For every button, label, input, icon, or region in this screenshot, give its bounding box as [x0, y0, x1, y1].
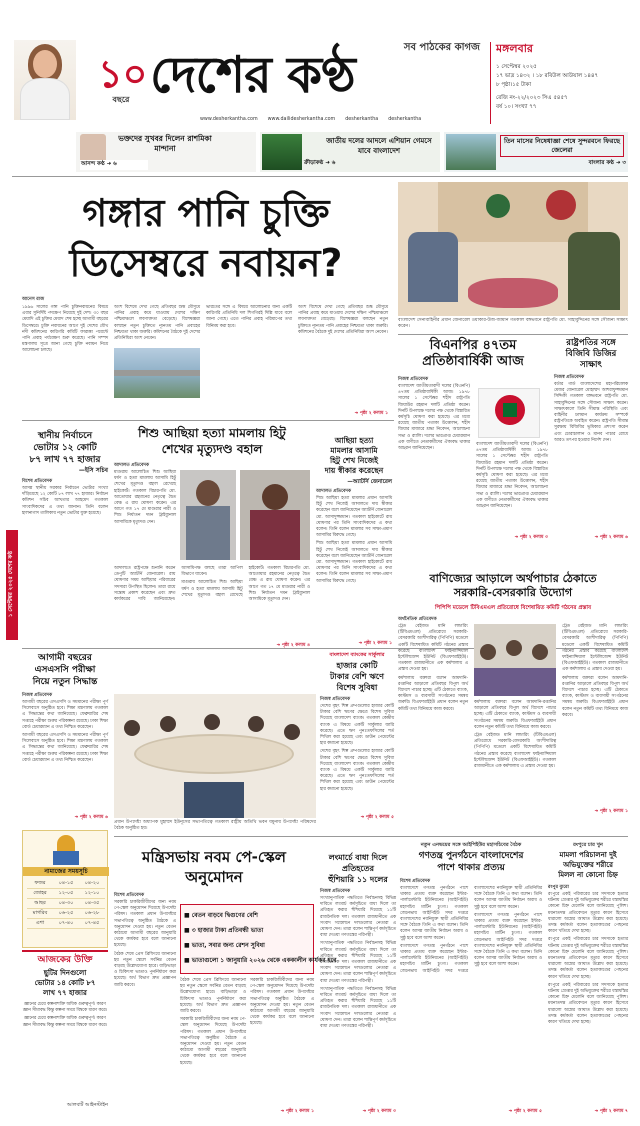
- bridge-photo: [114, 348, 200, 398]
- dateline: [496, 40, 628, 112]
- bgb-headline-3: সাক্ষাৎ: [580, 360, 602, 370]
- democracy-headline-1: গণতন্ত্র পুনর্গঠনে বাংলাদেশের: [418, 851, 524, 861]
- pay-highlights: [184, 908, 337, 968]
- issue-number: বর্ষ ১০। সংখ্যা ৭৭: [496, 104, 537, 110]
- prayer-time: ০৪-২০: [84, 880, 100, 886]
- pay-highlight-item: ■ ভাতা, সবার জন্য রেশন সুবিধা: [184, 942, 265, 949]
- pay-continuation: ➜ পৃষ্ঠা ২ কলাম ১: [280, 1109, 314, 1114]
- bnp-headline-1: বিএনপির ৪৭তম: [429, 338, 517, 353]
- divider: [398, 334, 628, 335]
- prayer-row: [27, 889, 105, 899]
- exam-headline-3: নিয়ে নতুন সিদ্ধান্ত: [32, 677, 98, 687]
- registration: রেজি নং-২২/২০২৩ সিএ ৫৪৫৭: [496, 95, 568, 101]
- confession-continuation: ➜ পৃষ্ঠা ২ কলাম ১: [358, 641, 392, 646]
- local-headline-2: ভোটার ১২ কোটি: [33, 443, 97, 453]
- longmarch-story: [320, 840, 396, 1120]
- confession-body: শিশু আছিয়া হত্যা মামলার প্রধান আসামি হিটু শেখ নিজেই আদালতে দায় স্বীকার করেছেন বলে জানিয়েছেন অ্যাটর্নি জেনারেল মো. আসাদুজ্জামান। গতকাল হাইকোর্টে রায় ঘোষণার পর তিনি সাংবাদিকদের এ কথা বলেন। তিনি বলেন মামলার সব সাক্ষ্য-প্রমাণ আসামির বিরুদ্ধে গেছে। শিশু আছিয়া হত্যা মামলার প্রধান আসামি হিটু শেখ নিজেই আদালতে দায় স্বীকার করেছেন বলে জানিয়েছেন অ্যাটর্নি জেনারেল মো. আসাদুজ্জামান। গতকাল হাইকোর্টে রায় ঘোষণার পর তিনি সাংবাদিকদের এ কথা বলেন। তিনি বলেন মামলার সব সাক্ষ্য-প্রমাণ আসামির বিরুদ্ধে গেছে।: [316, 496, 392, 584]
- prayer-time: ০৬-২৮: [84, 910, 100, 916]
- bgb-story: [554, 338, 628, 544]
- local-headline-1: স্থানীয় নির্বাচনে: [37, 431, 93, 441]
- loan-headline-2: টাকার বেশি ঋণে: [330, 672, 384, 681]
- bgb-body: বর্ডার গার্ড বাংলাদেশের মহাপরিচালক মেজর জেনারেল মোহাম্মদ আশরাফুজ্জামান সিদ্দিকী গতকাল বঙ্গভবনে রাষ্ট্রপতি মো. সাহাবুদ্দিনের সঙ্গে সৌজন্য সাক্ষাৎ করেন। সাক্ষাৎকালে তিনি সীমান্ত পরিস্থিতি এবং বাহিনীর চলমান কার্যক্রম সম্পর্কে রাষ্ট্রপতিকে অবহিত করেন। রাষ্ট্রপতি সীমান্ত সুরক্ষায় বিজিবির ভূমিকার প্রশংসা করেন এবং চোরাচালান ও মানব পাচার রোধে আরও তৎপর হওয়ার নির্দেশ দেন।: [554, 382, 628, 443]
- rangpur-byline: রংপুর ব্যুরো: [548, 885, 569, 890]
- teaser-section: বাংলার কণ্ঠ ➜ ৩: [588, 160, 626, 166]
- hittu-headline-2: শেখের মৃত্যুদণ্ড বহাল: [161, 442, 263, 456]
- trade-body-col-3: ট্রেড বেইজড মানি লন্ডারিং (টিবিএমএল) প্রতিরোধে সরকারি-বেসরকারি অংশীদারিত্ব (পিপিপি) মডেলে একটি বিশেষায়িত কমিটি গঠনের প্রস্তাব করেছে বাংলাদেশ ফাইন্যান্সিয়াল ইন্টেলিজেন্স ইউনিট (বিএফআইইউ)। গতকাল রাজধানীতে এক কর্মশালায় এ প্রস্তাব দেওয়া হয়। কর্মশালায় বক্তারা বলেন আমদানি-রপ্তানির আড়ালে প্রতিবছর বিপুল অর্থ বিদেশে পাচার হচ্ছে। এটি ঠেকাতে ব্যাংক, কাস্টমস ও ব্যবসায়ী সংগঠনের সমন্বয় জরুরি। বিএফআইইউ প্রধান বলেন নতুন কমিটি তথ্য বিনিময়ে কাজ করবে।: [562, 624, 628, 718]
- prayer-time: ০৪-৩৫: [84, 900, 100, 906]
- lead-body-col-3: ভারতের সঙ্গে এ বিষয়ে আলোচনার জন্য একটি কারিগরি প্রতিনিধি দল শিগগিরই দিল্লি যাবে বলে জানা গেছে। এতে পানির প্রবাহ পরিমাপের তথ্য বিনিময় করা হবে।: [206, 305, 292, 329]
- loan-headline-3: বিশেষ সুবিধা: [336, 683, 378, 692]
- bgb-byline: নিজস্ব প্রতিবেদক: [554, 375, 585, 380]
- quote-headline-2: ভোটার ১৪ কোটি ৮৭: [34, 979, 96, 987]
- pay-highlights-box: [180, 904, 337, 974]
- prayer-time: ০৭-৪০: [58, 920, 74, 926]
- quote-headline-1: ছুটির দিনগুলো: [43, 969, 87, 977]
- epaper-link[interactable]: www.dailidesherkantha.com: [267, 117, 336, 122]
- pay-body-col-3: সরকারি চাকরিজীবীদের জন্য নবম পে-স্কেল অনুমোদন দিয়েছে উপদেষ্টা পরিষদ। গতকাল প্রধান উপদেষ্টার সভাপতিত্বে অনুষ্ঠিত বৈঠকে এ অনুমোদন দেওয়া হয়। নতুন বেতন কাঠামো আগামী বছরের জানুয়ারি থেকে কার্যকর হবে বলে জানানো হয়েছে।: [250, 978, 314, 1027]
- prayer-name: ফজর: [34, 880, 46, 886]
- trade-byline: অর্থনৈতিক প্রতিবেদক: [398, 617, 437, 622]
- longmarch-byline: নিজস্ব প্রতিবেদক: [320, 889, 351, 894]
- quote-body: জ্ঞানের চেয়ে কল্পনাশক্তি অধিক গুরুত্বপূর্ণ। কারণ জ্ঞান সীমাবদ্ধ কিন্তু কল্পনা সমগ্র বিশ্বকে ধারণ করে। জ্ঞানের চেয়ে কল্পনাশক্তি অধিক গুরুত্বপূর্ণ। কারণ জ্ঞান সীমাবদ্ধ কিন্তু কল্পনা সমগ্র বিশ্বকে ধারণ করে।: [22, 1002, 108, 1028]
- confession-byline: আদালত প্রতিবেদক: [316, 489, 352, 494]
- trade-headline-1: বাণিজ্যের আড়ালে অর্থপাচার ঠেকাতে: [429, 572, 597, 585]
- pay-highlight-item: ■ ভাতাগুলো ১ জানুয়ারি ২০২৬ থেকে এককালীন কার্যকর হবে: [184, 957, 337, 964]
- prayer-time: ১২-০৫: [58, 890, 74, 896]
- date-line-1: ১ সেপ্টেম্বর ২০২৫: [496, 64, 537, 70]
- teaser-region[interactable]: [444, 132, 628, 172]
- loan-story: [320, 650, 394, 826]
- pay-headline-1: মন্ত্রিসভায় নবম পে-স্কেল: [142, 848, 286, 866]
- rangpur-kicker: রংপুরে চার খুন: [573, 842, 603, 848]
- quote-author: আলবার্ট আইনস্টাইন: [66, 1102, 108, 1108]
- prayer-times-box: [22, 830, 108, 948]
- teaser-sports[interactable]: [260, 132, 440, 172]
- masthead-divider: [490, 42, 491, 124]
- teaser-section: ক্রীড়াকণ্ঠ ➜ ৬: [304, 160, 336, 166]
- bnp-body-col-1: বাংলাদেশ জাতীয়তাবাদী দলের (বিএনপি) ৪৭তম প্রতিষ্ঠাবার্ষিকী আজ। ১৯৭৮ সালের ১ সেপ্টেম্বর শহীদ রাষ্ট্রপতি জিয়াউর রহমান দলটি প্রতিষ্ঠা করেন। দিনটি উপলক্ষে দলের পক্ষ থেকে বিস্তারিত কর্মসূচি ঘোষণা করা হয়েছে। এর মধ্যে রয়েছে জাতীয় পতাকা উত্তোলন, শহীদ জিয়ার মাজারে শ্রদ্ধা নিবেদন, আলোচনা সভা ও র‍্যালি। দলের ভারপ্রাপ্ত চেয়ারম্যান এক বাণীতে নেতাকর্মীদের ঐক্যবদ্ধ থাকার আহ্বান জানিয়েছেন।: [398, 384, 470, 452]
- pay-highlight-item: ■ বেতন বাড়বে দ্বিগুণের বেশি: [184, 912, 258, 919]
- teaser-title: তিন মাসের নিষেধাজ্ঞা শেষে সুন্দরবনে ফিরছে জেলেরা: [500, 135, 624, 157]
- hittu-photo: [180, 470, 236, 560]
- bgb-headline-2: বিজিবি ডিজির: [565, 349, 617, 359]
- confession-headline-1: আছিয়া হত্যা: [334, 436, 374, 445]
- democracy-continuation: ➜ পৃষ্ঠা ২ কলাম ৫: [508, 1109, 542, 1114]
- rangpur-continuation: ➜ পৃষ্ঠা ২ কলাম ৭: [594, 1109, 628, 1114]
- lead-body-col-1: ১৯৯৬ সালের গঙ্গা পানি চুক্তিনবায়নের বিষয়ে এবার সুনির্দিষ্ট পদক্ষেপ নিয়েছে দুই দেশ। ৩০ বছর মেয়াদি এই চুক্তির মেয়াদ শেষ হচ্ছে আগামী বছরের ডিসেম্বরে। চুক্তি নবায়নের আগে দুই দেশের যৌথ নদী কমিশনের কারিগরি কমিটি ফারাক্কা পয়েন্টে পানি প্রবাহ পর্যবেক্ষণ শুরু করেছে। পানি সম্পদ মন্ত্রণালয় সূত্রে জানা গেছে চুক্তি নবায়ন নিয়ে আলোচনা চলছে।: [22, 305, 108, 354]
- anniversary-number: ১০: [98, 52, 148, 96]
- local-body: আসন্ন স্থানীয় সরকার নির্বাচনে ভোটার সংখ্যা দাঁড়িয়েছে ১২ কোটি ৮৭ লাখ ৭৭ হাজার। নির্বাচন কমিশন সচিব আখতার আহমেদ গতকাল সাংবাদিকদের এ তথ্য জানান। তিনি বলেন হালনাগাদ তালিকায় নতুন ভোটার যুক্ত হয়েছে।: [22, 486, 108, 516]
- bnp-story: [398, 338, 548, 544]
- masthead: [0, 0, 640, 132]
- hittu-verdict-story: [114, 422, 310, 648]
- longmarch-headline-2: প্রতিহতের: [341, 864, 375, 873]
- teaser-title: জাতীয় দলের আদলে এশিয়ান গেমসে যাবে বাংলাদেশ: [326, 137, 432, 155]
- ashiya-photo: [240, 470, 310, 560]
- model-portrait: [14, 40, 76, 120]
- bnp-continuation: ➜ পৃষ্ঠা ২ কলাম ৩: [514, 535, 548, 540]
- exam-continuation: ➜ পৃষ্ঠা ২ কলাম ৬: [74, 815, 108, 820]
- anniversary-word: বছরে: [112, 95, 130, 104]
- teaser-title: ভক্তদের সুখবর দিলেন রাশমিকা মান্দানা: [118, 134, 212, 153]
- anniversary-badge: [98, 52, 148, 110]
- tagline: সব পাঠকের কাগজ: [403, 42, 480, 53]
- weekday: মঙ্গলবার: [496, 42, 533, 55]
- quote-headline-3: লাখ ৭৭ হাজার: [43, 989, 87, 997]
- workshop-photo: [474, 624, 556, 696]
- rangpur-headline-2: অভিযুক্তের শরীরে: [563, 861, 613, 869]
- pay-body-col-2: বৈঠক শেষে প্রেস ব্রিফিংয়ে জানানো হয় নতুন স্কেলে সর্বনিম্ন বেতন বাড়ছে উল্লেখযোগ্য হারে। বাড়িভাড়া ও চিকিৎসা ভাতাও পুনর্নির্ধারণ করা হয়েছে। অর্থ বিভাগ দ্রুত প্রজ্ঞাপন জারি করবে। সরকারি চাকরিজীবীদের জন্য নবম পে-স্কেল অনুমোদন দিয়েছে উপদেষ্টা পরিষদ। গতকাল প্রধান উপদেষ্টার সভাপতিত্বে অনুষ্ঠিত বৈঠকে এ অনুমোদন দেওয়া হয়। নতুন বেতন কাঠামো আগামী বছরের জানুয়ারি থেকে কার্যকর হবে বলে জানানো হয়েছে।: [180, 978, 246, 1066]
- confession-headline-2: মামলার আসামি: [330, 446, 378, 455]
- date-line-3: ৮ পৃষ্ঠা।১৫ টাকা: [496, 82, 532, 88]
- hittu-body-col-2: আদালতে রাষ্ট্রপক্ষে শুনানি করেন ডেপুটি অ্যাটর্নি জেনারেল। রায় ঘোষণার সময় আছিয়ার পরিবারের সদস্যরা উপস্থিত ছিলেন। তারা রায়ে সন্তোষ প্রকাশ করেছেন এবং দ্রুত কার্যকরের দাবি জানিয়েছেন। আসামিপক্ষ বলছে তারা আপিল বিভাগে যাবেন। মাগুরায় আলোচিত শিশু আছিয়া ধর্ষণ ও হত্যা মামলায় আসামি হিটু শেখের মৃত্যুদণ্ড বহাল রেখেছে হাইকোর্ট। গতকাল বিচারপতি মো. আতোয়ার রহমানের নেতৃত্বে দ্বৈত বেঞ্চ এ রায় ঘোষণা করেন। এর আগে গত ১৭ মে মাগুরার নারী ও শিশু নির্যাতন দমন ট্রাইব্যুনাল আসামিকে মৃত্যুদণ্ড দেন।: [114, 566, 310, 603]
- prayer-time: ০৪-১৫: [58, 880, 74, 886]
- lead-body-col-4: অংশ বিশেষে দেখা গেছে প্রতিবছর শুষ্ক মৌসুমে পানির প্রবাহ কমে যাওয়ায় দেশের দক্ষিণ পশ্চিমাঞ্চলে লবণাক্ততা বেড়েছে। বিশেষজ্ঞরা বলছেন নতুন চুক্তিতে ন্যূনতম পানি প্রবাহের নিশ্চয়তা থাকা জরুরি। কমিশনের বৈঠকে দুই দেশের প্রতিনিধিরা অংশ নেবেন।: [298, 305, 388, 335]
- confession-headline-5: —অ্যাটর্নি জেনারেল: [347, 479, 392, 485]
- exam-byline: নিজস্ব প্রতিবেদক: [22, 693, 53, 698]
- prayer-name: আছর: [34, 900, 46, 906]
- bnp-byline: নিজস্ব প্রতিবেদক: [398, 377, 429, 382]
- prayer-title: নামাজের সময়সূচি: [23, 867, 109, 876]
- democracy-story: [400, 840, 542, 1120]
- bgb-headline-1: রাষ্ট্রপতির সঙ্গে: [566, 338, 616, 348]
- hittu-byline: আদালত প্রতিবেদক: [114, 463, 150, 468]
- president-meeting-photo: [398, 182, 628, 316]
- rangpur-headline-1: মামলা পরিচালনা দুই: [559, 851, 617, 859]
- prayer-row: [27, 909, 105, 919]
- prayer-name: এশা: [35, 920, 45, 926]
- trade-continuation: ➜ পৃষ্ঠা ২ কলাম ১: [594, 809, 628, 814]
- hittu-body-col-1: মাগুরায় আলোচিত শিশু আছিয়া ধর্ষণ ও হত্যা মামলায় আসামি হিটু শেখের মৃত্যুদণ্ড বহাল রেখেছে হাইকোর্ট। গতকাল বিচারপতি মো. আতোয়ার রহমানের নেতৃত্বে দ্বৈত বেঞ্চ এ রায় ঘোষণা করেন। এর আগে গত ১৭ মে মাগুরার নারী ও শিশু নির্যাতন দমন ট্রাইব্যুনাল আসামিকে মৃত্যুদণ্ড দেন।: [114, 470, 176, 525]
- local-headline-3: ৮৭ লাখ ৭৭ হাজার: [29, 455, 101, 465]
- newspaper-name: দেশের কণ্ঠ: [150, 46, 355, 104]
- prayer-time: ০৭-৪৫: [84, 920, 100, 926]
- confession-headline-4: দায় স্বীকার করেছেন: [324, 466, 384, 475]
- lead-headline-2: ডিসেম্বরে নবায়ন?: [69, 241, 343, 285]
- prayer-row: [27, 919, 105, 929]
- trade-headline-2: সরকারি-বেসরকারি উদ্যোগ: [453, 586, 573, 599]
- prayer-time: ০৪-৩০: [58, 900, 74, 906]
- loan-byline: নিজস্ব প্রতিবেদক: [320, 697, 351, 702]
- local-headline-4: —ইসি সচিব: [78, 467, 108, 474]
- hittu-continuation: ➜ পৃষ্ঠা ২ কলাম ৪: [276, 643, 310, 648]
- quote-box: [22, 950, 108, 1120]
- prayer-row: [27, 879, 105, 889]
- confession-headline-3: হিটু শেখ নিজেই: [329, 456, 379, 465]
- quote-title: আজকের উক্তি: [37, 955, 93, 965]
- bnp-body-col-2: বাংলাদেশ জাতীয়তাবাদী দলের (বিএনপি) ৪৭তম প্রতিষ্ঠাবার্ষিকী আজ। ১৯৭৮ সালের ১ সেপ্টেম্বর শহীদ রাষ্ট্রপতি জিয়াউর রহমান দলটি প্রতিষ্ঠা করেন। দিনটি উপলক্ষে দলের পক্ষ থেকে বিস্তারিত কর্মসূচি ঘোষণা করা হয়েছে। এর মধ্যে রয়েছে জাতীয় পতাকা উত্তোলন, শহীদ জিয়ার মাজারে শ্রদ্ধা নিবেদন, আলোচনা সভা ও র‍্যালি। দলের ভারপ্রাপ্ত চেয়ারম্যান এক বাণীতে নেতাকর্মীদের ঐক্যবদ্ধ থাকার আহ্বান জানিয়েছেন।: [476, 442, 548, 510]
- trade-body-col-2: কর্মশালায় বক্তারা বলেন আমদানি-রপ্তানির আড়ালে প্রতিবছর বিপুল অর্থ বিদেশে পাচার হচ্ছে। এটি ঠেকাতে ব্যাংক, কাস্টমস ও ব্যবসায়ী সংগঠনের সমন্বয় জরুরি। বিএফআইইউ প্রধান বলেন নতুন কমিটি তথ্য বিনিময়ে কাজ করবে। ট্রেড বেইজড মানি লন্ডারিং (টিবিএমএল) প্রতিরোধে সরকারি-বেসরকারি অংশীদারিত্ব (পিপিপি) মডেলে একটি বিশেষায়িত কমিটি গঠনের প্রস্তাব করেছে বাংলাদেশ ফাইন্যান্সিয়াল ইন্টেলিজেন্স ইউনিট (বিএফআইইউ)। গতকাল রাজধানীতে এক কর্মশালায় এ প্রস্তাব দেওয়া হয়।: [474, 700, 556, 770]
- cabinet-meeting-photo: [114, 694, 316, 818]
- bgb-continuation: ➜ পৃষ্ঠা ২ কলাম ৬: [594, 535, 628, 540]
- lead-body-col-2: অংশ বিশেষে দেখা গেছে প্রতিবছর শুষ্ক মৌসুমে পানির প্রবাহ কমে যাওয়ায় দেশের দক্ষিণ পশ্চিমাঞ্চলে লবণাক্ততা বেড়েছে। বিশেষজ্ঞরা বলছেন নতুন চুক্তিতে ন্যূনতম পানি প্রবাহের নিশ্চয়তা থাকা জরুরি। কমিশনের বৈঠকে দুই দেশের প্রতিনিধিরা অংশ নেবেন।: [114, 305, 200, 342]
- rangpur-story: [548, 840, 628, 1120]
- date-line-2: ১৭ ভাদ্র ১৪৩২ । ১৮ রবিউল আউয়াল ১৪৪৭: [496, 73, 599, 79]
- divider: [114, 836, 628, 837]
- exam-headline-2: এসএসসি পরীক্ষা: [34, 665, 96, 675]
- democracy-body: বাংলাদেশে গণতন্ত্র পুনর্গঠনে পাশে থাকার প্রত্যয় ব্যক্ত করেছেন ইন্টার-পার্লামেন্টারি ইউনিয়নের (আইপিইউ) মহাসচিব মার্টিন চুংগং। গতকাল জেনেভায় আইপিইউ সদর দপ্তরে বাংলাদেশের নবনিযুক্ত স্থায়ী প্রতিনিধির সঙ্গে বৈঠকে তিনি এ কথা বলেন। তিনি বলেন আসন্ন জাতীয় নির্বাচন অবাধ ও সুষ্ঠু হবে বলে আশা করেন। বাংলাদেশে গণতন্ত্র পুনর্গঠনে পাশে থাকার প্রত্যয় ব্যক্ত করেছেন ইন্টার-পার্লামেন্টারি ইউনিয়নের (আইপিইউ) মহাসচিব মার্টিন চুংগং। গতকাল জেনেভায় আইপিইউ সদর দপ্তরে বাংলাদেশের নবনিযুক্ত স্থায়ী প্রতিনিধির সঙ্গে বৈঠকে তিনি এ কথা বলেন। তিনি বলেন আসন্ন জাতীয় নির্বাচন অবাধ ও সুষ্ঠু হবে বলে আশা করেন। বাংলাদেশে গণতন্ত্র পুনর্গঠনে পাশে থাকার প্রত্যয় ব্যক্ত করেছেন ইন্টার-পার্লামেন্টারি ইউনিয়নের (আইপিইউ) মহাসচিব মার্টিন চুংগং। গতকাল জেনেভায় আইপিইউ সদর দপ্তরে বাংলাদেশের নবনিযুক্ত স্থায়ী প্রতিনিধির সঙ্গে বৈঠকে তিনি এ কথা বলেন। তিনি বলেন আসন্ন জাতীয় নির্বাচন অবাধ ও সুষ্ঠু হবে বলে আশা করেন।: [400, 886, 542, 974]
- lead-continuation: ➜ পৃষ্ঠা ২ কলাম ১: [354, 411, 388, 416]
- prayer-table: [27, 879, 105, 929]
- mosque-icon: [51, 835, 81, 865]
- rangpur-body: রংপুরে একই পরিবারের চার সদস্যকে হত্যার ঘটনায় গ্রেপ্তার দুই অভিযুক্তের শরীরে ধস্তাধস্তির কোনো চিহ্ন মেলেনি বলে জানিয়েছে পুলিশ। ময়নাতদন্ত প্রতিবেদনে মৃত্যুর কারণ হিসেবে ধারালো অস্ত্রের আঘাত উল্লেখ করা হয়েছে। তদন্ত কর্মকর্তা বলেন হত্যাকাণ্ডের পেছনের কারণ খতিয়ে দেখা হচ্ছে। রংপুরে একই পরিবারের চার সদস্যকে হত্যার ঘটনায় গ্রেপ্তার দুই অভিযুক্তের শরীরে ধস্তাধস্তির কোনো চিহ্ন মেলেনি বলে জানিয়েছে পুলিশ। ময়নাতদন্ত প্রতিবেদনে মৃত্যুর কারণ হিসেবে ধারালো অস্ত্রের আঘাত উল্লেখ করা হয়েছে। তদন্ত কর্মকর্তা বলেন হত্যাকাণ্ডের পেছনের কারণ খতিয়ে দেখা হচ্ছে। রংপুরে একই পরিবারের চার সদস্যকে হত্যার ঘটনায় গ্রেপ্তার দুই অভিযুক্তের শরীরে ধস্তাধস্তির কোনো চিহ্ন মেলেনি বলে জানিয়েছে পুলিশ। ময়নাতদন্ত প্রতিবেদনে মৃত্যুর কারণ হিসেবে ধারালো অস্ত্রের আঘাত উল্লেখ করা হয়েছে। তদন্ত কর্মকর্তা বলেন হত্যাকাণ্ডের পেছনের কারণ খতিয়ে দেখা হচ্ছে।: [548, 892, 628, 1026]
- democracy-headline-2: পাশে থাকার প্রত্যয়: [437, 863, 505, 873]
- prayer-name: মাগরিব: [32, 910, 48, 916]
- facebook-link[interactable]: desherkantha: [345, 117, 379, 122]
- masthead-links: [200, 117, 480, 127]
- rangpur-headline-3: মিলল না কোনো চিহ্ন: [558, 871, 618, 879]
- divider: [12, 176, 628, 177]
- youtube-link[interactable]: desherkantha: [388, 117, 422, 122]
- prayer-name: জোহর: [33, 890, 47, 896]
- exam-body: আগামী বছরের এসএসসি ও সমমানের পরীক্ষা পূর্ণ সিলেবাসে অনুষ্ঠিত হবে। শিক্ষা মন্ত্রণালয় গতকাল এ সিদ্ধান্তের কথা জানিয়েছে। ফেব্রুয়ারির শেষ সপ্তাহে পরীক্ষা শুরুর পরিকল্পনা রয়েছে। ঢাকা শিক্ষা বোর্ড চেয়ারম্যান এ তথ্য নিশ্চিত করেছেন। আগামী বছরের এসএসসি ও সমমানের পরীক্ষা পূর্ণ সিলেবাসে অনুষ্ঠিত হবে। শিক্ষা মন্ত্রণালয় গতকাল এ সিদ্ধান্তের কথা জানিয়েছে। ফেব্রুয়ারির শেষ সপ্তাহে পরীক্ষা শুরুর পরিকল্পনা রয়েছে। ঢাকা শিক্ষা বোর্ড চেয়ারম্যান এ তথ্য নিশ্চিত করেছেন।: [22, 700, 108, 763]
- meeting-caption: প্রধান উপদেষ্টা অধ্যাপক মুহাম্মদ ইউনূসের সভাপতিত্বে গতকাল রাষ্ট্রীয় অতিথি ভবন যমুনায় উপদেষ্টা পরিষদের বৈঠক অনুষ্ঠিত হয়।: [114, 820, 316, 832]
- exam-story: [22, 650, 108, 826]
- loan-kicker: বাংলাদেশ ব্যাংকের সার্কুলার: [329, 652, 385, 658]
- longmarch-headline-3: হুঁশিয়ারি ১১ দলের: [328, 875, 388, 884]
- hittu-headline-1: শিশু আছিয়া হত্যা মামলায় হিটু: [138, 426, 286, 440]
- prayer-row: [27, 899, 105, 909]
- longmarch-body: সংখ্যানুপাতিক পদ্ধতিতে নির্বাচনসহ বিভিন্ন দাবিতে লংমার্চ কর্মসূচিতে বাধা দিলে তা প্রতিহত করার হুঁশিয়ারি দিয়েছে ১১টি রাজনৈতিক দল। গতকাল রাজধানীতে এক সংবাদ সম্মেলনে দলগুলোর নেতারা এ ঘোষণা দেন। তারা বলেন শান্তিপূর্ণ কর্মসূচিতে বাধা দেওয়া গণতন্ত্রের পরিপন্থী। সংখ্যানুপাতিক পদ্ধতিতে নির্বাচনসহ বিভিন্ন দাবিতে লংমার্চ কর্মসূচিতে বাধা দিলে তা প্রতিহত করার হুঁশিয়ারি দিয়েছে ১১টি রাজনৈতিক দল। গতকাল রাজধানীতে এক সংবাদ সম্মেলনে দলগুলোর নেতারা এ ঘোষণা দেন। তারা বলেন শান্তিপূর্ণ কর্মসূচিতে বাধা দেওয়া গণতন্ত্রের পরিপন্থী। সংখ্যানুপাতিক পদ্ধতিতে নির্বাচনসহ বিভিন্ন দাবিতে লংমার্চ কর্মসূচিতে বাধা দিলে তা প্রতিহত করার হুঁশিয়ারি দিয়েছে ১১টি রাজনৈতিক দল। গতকাল রাজধানীতে এক সংবাদ সম্মেলনে দলগুলোর নেতারা এ ঘোষণা দেন। তারা বলেন শান্তিপূর্ণ কর্মসূচিতে বাধা দেওয়া গণতন্ত্রের পরিপন্থী।: [320, 896, 396, 1030]
- teaser-section: আনন্দ কণ্ঠ ➜ ৬: [80, 160, 148, 170]
- teaser-strip: [76, 132, 628, 172]
- pay-headline-2: অনুমোদন: [185, 868, 243, 886]
- prayer-time: ১২-১০: [84, 890, 100, 896]
- longmarch-continuation: ➜ পৃষ্ঠা ২ কলাম ৩: [362, 1109, 396, 1114]
- divider: [22, 420, 394, 421]
- president-photo-caption: বাংলাদেশ সেনাবাহিনীর প্রধান জেনারেল ওয়াকার-উজ-জামান গতকাল বঙ্গভবনে রাষ্ট্রপতি মো. সাহাবুদ্দিনের সঙ্গে সৌজন্য সাক্ষাৎ করেন।: [398, 318, 628, 330]
- trade-laundering-story: [398, 548, 628, 818]
- democracy-kicker: নতুন এনভয়ের সঙ্গে আইপিইউর মহাসচিবের বৈঠক: [420, 842, 522, 848]
- loan-headline-1: হাজার কোটি: [336, 661, 378, 670]
- prayer-time: ০৬-২৫: [58, 910, 74, 916]
- democracy-byline: বিশেষ প্রতিবেদক: [400, 879, 431, 884]
- trade-subhead: পিপিপি মডেলে টিবিএমএল প্রতিরোধে বিশেষায়িত কমিটি গঠনের প্রস্তাব: [434, 605, 592, 611]
- lead-headline-1: গঙ্গার পানি চুক্তি: [82, 191, 330, 235]
- longmarch-headline-1: লংমার্চে বাধা দিলে: [328, 853, 388, 862]
- confession-story: [316, 422, 392, 648]
- trade-body-col-1: ট্রেড বেইজড মানি লন্ডারিং (টিবিএমএল) প্রতিরোধে সরকারি-বেসরকারি অংশীদারিত্ব (পিপিপি) মডেলে একটি বিশেষায়িত কমিটি গঠনের প্রস্তাব করেছে বাংলাদেশ ফাইন্যান্সিয়াল ইন্টেলিজেন্স ইউনিট (বিএফআইইউ)। গতকাল রাজধানীতে এক কর্মশালায় এ প্রস্তাব দেওয়া হয়। কর্মশালায় বক্তারা বলেন আমদানি-রপ্তানির আড়ালে প্রতিবছর বিপুল অর্থ বিদেশে পাচার হচ্ছে। এটি ঠেকাতে ব্যাংক, কাস্টমস ও ব্যবসায়ী সংগঠনের সমন্বয় জরুরি। বিএফআইইউ প্রধান বলেন নতুন কমিটি তথ্য বিনিময়ে কাজ করবে।: [398, 624, 468, 712]
- teaser-entertainment[interactable]: [76, 132, 256, 172]
- bnp-logo: [478, 388, 540, 438]
- exam-headline-1: আগামী বছরের: [38, 653, 92, 663]
- pay-body-col-1: সরকারি চাকরিজীবীদের জন্য নবম পে-স্কেল অনুমোদন দিয়েছে উপদেষ্টা পরিষদ। গতকাল প্রধান উপদেষ্টার সভাপতিত্বে অনুষ্ঠিত বৈঠকে এ অনুমোদন দেওয়া হয়। নতুন বেতন কাঠামো আগামী বছরের জানুয়ারি থেকে কার্যকর হবে বলে জানানো হয়েছে। বৈঠক শেষে প্রেস ব্রিফিংয়ে জানানো হয় নতুন স্কেলে সর্বনিম্ন বেতন বাড়ছে উল্লেখযোগ্য হারে। বাড়িভাড়া ও চিকিৎসা ভাতাও পুনর্নির্ধারণ করা হয়েছে। অর্থ বিভাগ দ্রুত প্রজ্ঞাপন জারি করবে।: [114, 900, 176, 988]
- local-byline: বিশেষ প্রতিবেদক: [22, 479, 53, 484]
- bnp-headline-2: প্রতিষ্ঠাবার্ষিকী আজ: [422, 354, 524, 369]
- pay-highlight-item: ■ ৩ হাজার টাকা প্রতিবন্ধী ভাতা: [184, 927, 264, 934]
- website-link[interactable]: www.desherkantha.com: [200, 117, 258, 122]
- loan-continuation: ➜ পৃষ্ঠা ২ কলাম ৫: [360, 815, 394, 820]
- lead-byline: আনেস রাজ: [22, 297, 45, 302]
- side-date-tab: ১ সেপ্টেম্বর ২০২৫ দেশের কণ্ঠ: [6, 530, 18, 640]
- loan-body: দেশের বৃহৎ শিল্প গ্রুপগুলোর হাজার কোটি টাকার বেশি ঋণের ক্ষেত্রে বিশেষ সুবিধা দিয়েছে বাংলাদেশ ব্যাংক। গতকাল কেন্দ্রীয় ব্যাংক এ বিষয়ে একটি সার্কুলার জারি করেছে। এতে ঋণ পুনঃতফসিলের শর্ত শিথিল করা হয়েছে এবং ডাউন পেমেন্টের হার কমানো হয়েছে। দেশের বৃহৎ শিল্প গ্রুপগুলোর হাজার কোটি টাকার বেশি ঋণের ক্ষেত্রে বিশেষ সুবিধা দিয়েছে বাংলাদেশ ব্যাংক। গতকাল কেন্দ্রীয় ব্যাংক এ বিষয়ে একটি সার্কুলার জারি করেছে। এতে ঋণ পুনঃতফসিলের শর্ত শিথিল করা হয়েছে এবং ডাউন পেমেন্টের হার কমানো হয়েছে।: [320, 704, 394, 792]
- pay-byline: বিশেষ প্রতিবেদক: [114, 893, 145, 898]
